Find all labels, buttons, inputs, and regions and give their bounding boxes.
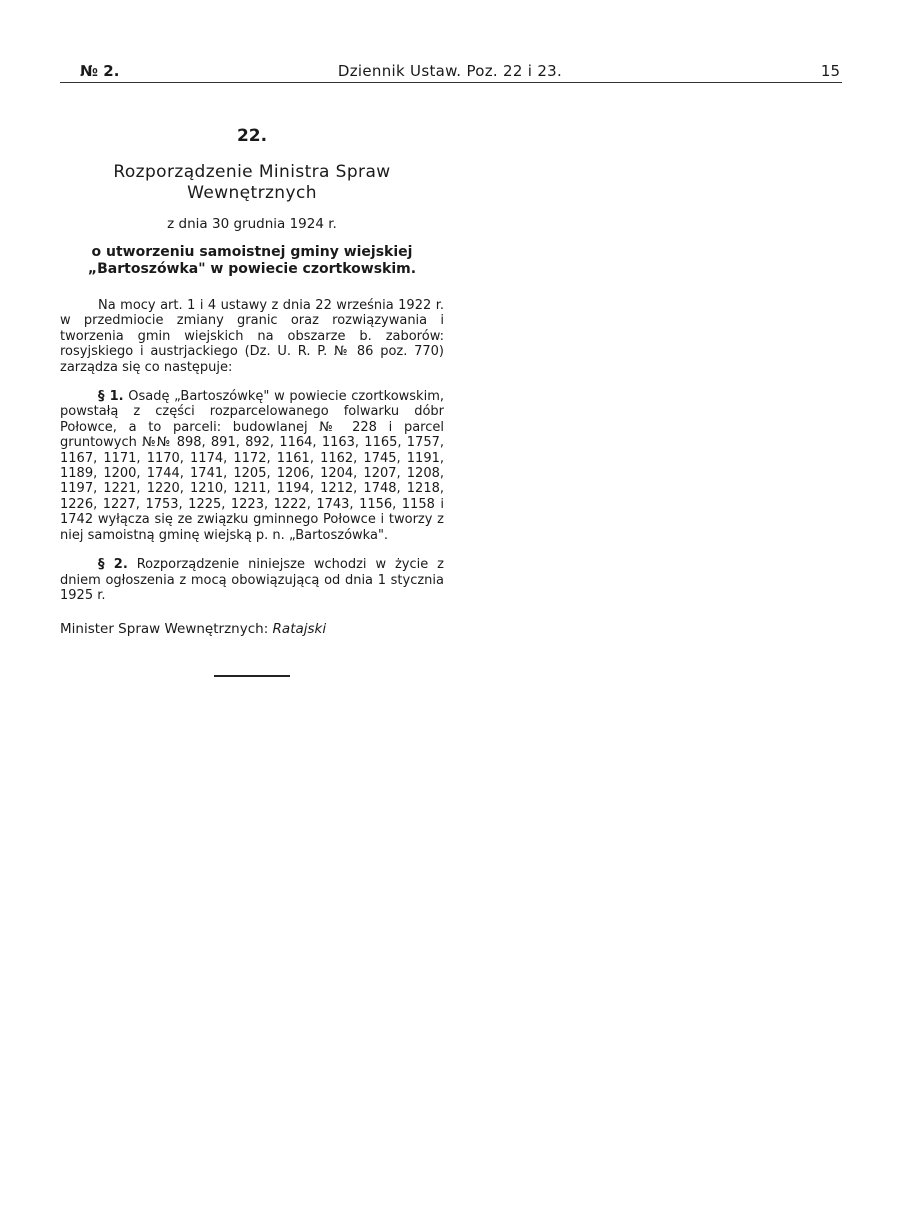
act-date: z dnia 30 grudnia 1924 r. — [167, 216, 337, 232]
intro-paragraph: Na mocy art. 1 i 4 ustawy z dnia 22 września 1922 r. w przedmiocie zmiany granic oraz rozwiązywania i tworzenia gmin wiejskich na obszarze b. zaborów: rosyjskiego i austrjackiego (Dz. U. R. P. № 86 poz. 770) zarządza się co następuje: — [60, 298, 444, 375]
issue-number: № 2. — [80, 62, 120, 80]
act-subject: o utworzeniu samoistnej gminy wiejskiej „Bartoszówka" w powiecie czortkowskim. — [87, 244, 417, 277]
section-1-text: Osadę „Bartoszówkę" w powiecie czortkowskim, powstałą z części rozparcelowanego folwarku dóbr Połowce, a to parceli: budowlanej № 228 i parcel gruntowych №№ 898, 891, 892, 1164, 1163, 1165, 1757, 1167, 1171, 1170, 1174, 1172, 1161, 1162, 1745, 1191, 1189, 1200, 1744, 1741, 1205, 1206, 1204, 1207, 1208, 1197, 1221, 1220, 1210, 1211, 1194, 1212, 1748, 1218, 1226, 1227, 1753, 1225, 1223, 1222, 1743, 1156, 1158 i 1742 wyłącza się ze związku gminnego Połowce i tworzy z niej samoistną gminę wiejską p. n. „Bartoszówka". — [60, 389, 444, 543]
page-header — [60, 62, 840, 82]
act-title-line-2: Wewnętrznych — [187, 183, 317, 203]
act-number: 22. — [236, 126, 268, 146]
journal-title: Dziennik Ustaw. Poz. 22 i 23. — [337, 62, 563, 80]
section-2-label: § 2. — [98, 557, 128, 573]
end-rule — [214, 675, 290, 677]
signature-name: Ratajski — [272, 621, 327, 638]
section-2-text: Rozporządzenie niniejsze wchodzi w życie z dniem ogłoszenia z mocą obowiązującą od dnia 1 stycznia 1925 r. — [60, 557, 444, 603]
signature — [60, 621, 444, 637]
header-rule — [60, 82, 842, 83]
document-column — [60, 100, 444, 677]
signature-label: Minister Spraw Wewnętrznych: — [60, 621, 269, 638]
section-1-label: § 1. — [98, 389, 124, 405]
act-title-line-1: Rozporządzenie Ministra Spraw — [113, 162, 391, 182]
page-number: 15 — [820, 62, 840, 80]
section-2 — [60, 557, 444, 603]
section-1 — [60, 389, 444, 543]
act-title — [60, 162, 444, 204]
